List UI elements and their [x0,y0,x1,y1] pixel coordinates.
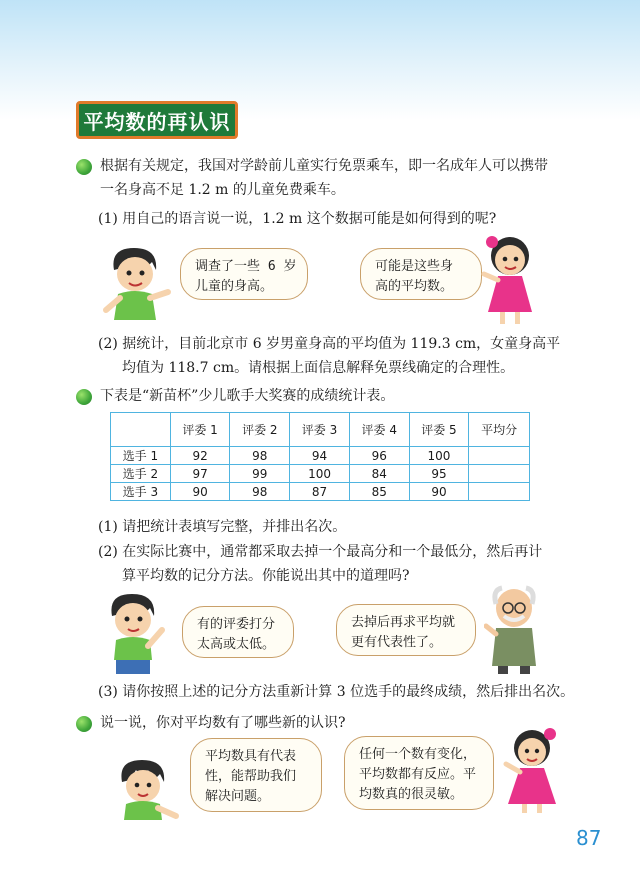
bubble-line: 性，能帮助我们 [205,769,297,784]
speech-bubble-boy-3 [190,738,322,812]
bubble-line: 均数真的很灵敏。 [359,787,464,802]
table-row [111,465,530,483]
speech-bubble-elder [336,604,476,656]
table-cell: 选手 1 [111,447,171,465]
bubble-line: 平均数具有代表 [205,749,297,764]
section2-question3: (3) 请你按照上述的记分方法重新计算 3 位选手的最终成绩，然后排出名次。 [98,684,575,700]
bubble-line: 平均数都有反应。平 [359,767,477,782]
section1-question2-line2: 均值为 118.7 cm。请根据上面信息解释免票线确定的合理性。 [122,360,515,376]
section2-intro: 下表是“新苗杯”少儿歌手大奖赛的成绩统计表。 [100,388,395,404]
green-bullet-icon [76,159,92,175]
table-header-cell: 评委 3 [290,413,350,447]
bubble-line: 太高或太低。 [197,637,276,652]
table-cell: 选手 3 [111,483,171,501]
table-row [111,483,530,501]
table-cell: 97 [170,465,230,483]
table-cell: 99 [230,465,290,483]
speech-bubble-girl-2 [344,736,494,810]
table-header-cell [111,413,171,447]
section3-intro: 说一说，你对平均数有了哪些新的认识? [100,715,346,731]
table-row [111,447,530,465]
bubble-line: 儿童的身高。 [195,279,274,294]
table-header-cell: 平均分 [469,413,530,447]
bubble-line: 有的评委打分 [197,617,276,632]
table-cell: 100 [409,447,469,465]
boy-character-icon [110,758,182,820]
bubble-line: 任何一个数有变化， [359,747,477,762]
grandfather-character-icon [484,584,544,676]
table-cell: 100 [290,465,350,483]
score-table [110,412,530,501]
green-bullet-icon [76,716,92,732]
section2-question1: (1) 请把统计表填写完整，并排出名次。 [98,519,347,535]
table-header-cell: 评委 2 [230,413,290,447]
table-header-row [111,413,530,447]
section1-line1: 根据有关规定，我国对学龄前儿童实行免票乘车，即一名成年人可以携带 [100,158,548,174]
section1-question2-line1: (2) 据统计，目前北京市 6 岁男童身高的平均值为 119.3 cm，女童身高平 [98,336,561,352]
section1-question1: (1) 用自己的语言说一说，1.2 m 这个数据可能是如何得到的呢? [98,211,497,227]
section2-question2-line1: (2) 在实际比赛中，通常都采取去掉一个最高分和一个最低分，然后再计 [98,544,543,560]
table-cell: 92 [170,447,230,465]
table-cell: 87 [290,483,350,501]
bubble-line: 可能是这些身 [375,259,454,274]
girl-character-icon [480,234,540,326]
bubble-line: 调查了一些 6 岁 [195,259,297,274]
table-cell: 94 [290,447,350,465]
boy-character-icon [100,590,168,678]
table-cell: 选手 2 [111,465,171,483]
table-cell [469,483,530,501]
table-cell: 90 [409,483,469,501]
boy-character-icon [100,244,176,322]
girl-character-icon [500,728,564,814]
table-cell [469,447,530,465]
speech-bubble-girl-1 [360,248,482,300]
table-cell: 96 [349,447,409,465]
table-header-cell: 评委 1 [170,413,230,447]
page-number: 87 [576,826,602,850]
table-header-cell: 评委 4 [349,413,409,447]
table-cell: 98 [230,483,290,501]
bubble-line: 更有代表性了。 [351,635,443,650]
speech-bubble-boy-1 [180,248,308,300]
speech-bubble-boy-2 [182,606,294,658]
bubble-line: 去掉后再求平均就 [351,615,456,630]
section1-line2: 一名身高不足 1.2 m 的儿童免费乘车。 [100,182,345,198]
table-cell [469,465,530,483]
table-cell: 95 [409,465,469,483]
table-cell: 98 [230,447,290,465]
bubble-line: 高的平均数。 [375,279,454,294]
page-title: 平均数的再认识 [76,101,238,139]
table-cell: 90 [170,483,230,501]
table-cell: 84 [349,465,409,483]
table-cell: 85 [349,483,409,501]
green-bullet-icon [76,389,92,405]
bubble-line: 解决问题。 [205,789,271,804]
section2-question2-line2: 算平均数的记分方法。你能说出其中的道理吗? [122,568,410,584]
table-header-cell: 评委 5 [409,413,469,447]
